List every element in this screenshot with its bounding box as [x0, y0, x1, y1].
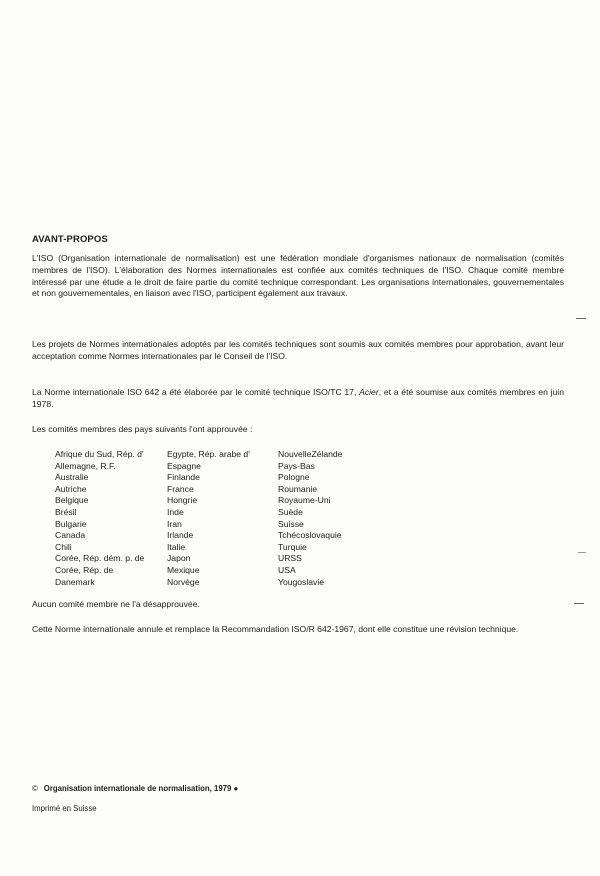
country-item: Tchécoslovaquie: [278, 530, 342, 541]
country-item: Japon: [167, 553, 191, 564]
margin-mark: [578, 552, 586, 553]
country-item: Egypte, Rép. arabe d': [167, 449, 250, 459]
paragraph-no-disapproval: Aucun comité membre ne l'a désapprouvée.: [32, 599, 200, 609]
copyright-text: Organisation internationale de normalisation, 1979 ●: [43, 784, 239, 793]
country-item: Autriche: [55, 483, 87, 494]
country-item: Canada: [55, 530, 86, 541]
copyright-symbol: ©: [32, 784, 38, 793]
country-item: Yougoslavie: [278, 576, 325, 587]
country-item: Suisse: [278, 518, 304, 529]
country-item: Belgique: [55, 495, 89, 506]
country-item: Afrique du Sud, Rép. d': [55, 449, 144, 459]
country-item: Espagne: [167, 460, 201, 471]
country-item: NouvelleZélande: [278, 449, 343, 459]
country-item: Royaume-Uni: [278, 495, 331, 506]
country-item: Pologne: [278, 472, 310, 483]
country-item: Turquie: [278, 541, 307, 552]
country-item: Suède: [278, 506, 303, 517]
country-item: Corée, Rép. de: [55, 564, 114, 575]
paragraph-iso-642-before: La Norme internationale ISO 642 a été élaborée par le comité technique ISO/TC 17,: [32, 387, 360, 397]
country-column-2: [167, 449, 250, 588]
country-item: Italie: [167, 541, 186, 552]
country-item: URSS: [278, 553, 302, 564]
country-item: Hongrie: [167, 495, 198, 506]
paragraph-iso-intro: L'ISO (Organisation internationale de normalisation) est une fédération mondiale d'organismes nationaux de normalisation (comités membres de l'ISO). L'élaboration des Normes internationales est confiée aux comités techniques de l'ISO. Chaque comité membre intéressé par une étude a le droit de faire partie du comité technique correspondant. Les organisations internationales, gouvernementales et non gouvernementales, en liaison avec l'ISO, participent également aux travaux.: [32, 253, 564, 299]
country-item: Norvège: [167, 576, 200, 587]
country-column-1: [55, 449, 144, 588]
paragraph-approval-process: Les projets de Normes internationales adoptés par les comités techniques sont soumis aux comités membres pour approbation, avant leur acceptation comme Normes internationales par le Conseil de l'ISO.: [32, 339, 564, 361]
margin-mark: [576, 318, 586, 319]
paragraph-iso-642-italic: Acier: [359, 387, 379, 397]
country-item: Roumanie: [278, 483, 318, 494]
country-item: Australie: [55, 472, 89, 483]
paragraph-replacement: Cette Norme internationale annule et remplace la Recommandation ISO/R 642-1967, dont elle constitue une révision technique.: [32, 624, 519, 634]
country-item: Brésil: [55, 506, 77, 517]
country-item: Finlande: [167, 472, 200, 483]
country-item: France: [167, 483, 194, 494]
country-item: Mexique: [167, 564, 200, 575]
country-item: Allemagne, R.F.: [55, 460, 116, 471]
printed-in-line: Imprimé en Suisse: [32, 804, 97, 813]
country-item: USA: [278, 564, 296, 575]
country-item: Chili: [55, 541, 72, 552]
country-column-3: [278, 449, 343, 588]
country-item: Inde: [167, 506, 184, 517]
copyright-line: [32, 784, 238, 793]
paragraph-iso-642-after: , et a été soumise aux comités membres en juin 1978.: [32, 387, 564, 409]
margin-mark: [574, 603, 584, 604]
country-item: Danemark: [55, 576, 95, 587]
paragraph-iso-642: [32, 387, 564, 411]
country-item: Pays-Bas: [278, 460, 315, 471]
country-item: Iran: [167, 518, 182, 529]
country-item: Bulgarie: [55, 518, 87, 529]
section-heading: AVANT-PROPOS: [32, 234, 108, 245]
country-item: Corée, Rép. dém. p. de: [55, 553, 145, 564]
country-item: Irlande: [167, 530, 194, 541]
paragraph-approving-members: Les comités membres des pays suivants l'ont approuvée :: [32, 424, 253, 434]
